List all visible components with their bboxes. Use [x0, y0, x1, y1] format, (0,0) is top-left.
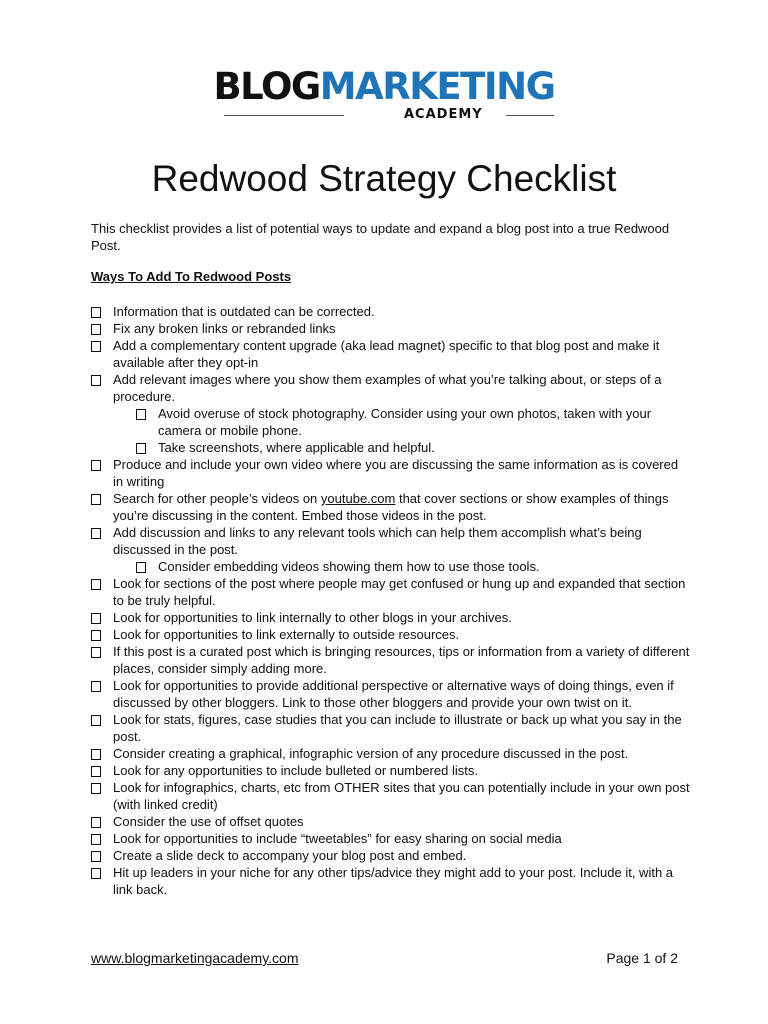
checklist-item-text: Hit up leaders in your niche for any other tips/advice they might add to your post. Include it, with a link back. [113, 865, 674, 897]
checkbox-icon[interactable] [91, 766, 101, 777]
checklist-subitem [91, 558, 691, 575]
checkbox-icon[interactable] [91, 528, 101, 539]
page-number: Page 1 of 2 [606, 950, 678, 966]
logo-rule-left [224, 115, 344, 116]
checklist-subitem [91, 405, 691, 439]
checklist-item [91, 524, 691, 558]
checklist-item [91, 779, 691, 813]
checklist-item-text: Create a slide deck to accompany your blog post and embed. [113, 848, 467, 863]
checkbox-icon[interactable] [91, 613, 101, 624]
checklist-item [91, 626, 691, 643]
logo-marketing-text: MARKETING [319, 65, 555, 108]
checklist-subitem [91, 439, 691, 456]
checklist-item-text-end: that cover sections or show examples of things you’re discussing in the content. Embed those videos in the post. [113, 491, 669, 523]
checklist-item [91, 762, 691, 779]
checkbox-icon[interactable] [91, 851, 101, 862]
checklist-item-text: Take screenshots, where applicable and helpful. [158, 440, 435, 455]
checklist-item [91, 456, 691, 490]
checklist-item [91, 711, 691, 745]
logo-subline [214, 107, 554, 123]
checkbox-icon[interactable] [91, 341, 101, 352]
checklist [91, 303, 691, 898]
checklist-item [91, 609, 691, 626]
checklist-item-text: Look for opportunities to provide additional perspective or alternative ways of doing things, even if discussed by other bloggers. Link to those other bloggers and provide your own twist on it. [113, 678, 674, 710]
page-title: Redwood Strategy Checklist [151, 158, 617, 199]
checklist-item-text: Add discussion and links to any relevant tools which can help them accomplish what’s being discussed in the post. [113, 525, 642, 557]
checklist-item [91, 813, 691, 830]
checklist-item-text: Information that is outdated can be corrected. [113, 304, 375, 319]
checkbox-icon[interactable] [91, 783, 101, 794]
checklist-item-text: Fix any broken links or rebranded links [113, 321, 336, 336]
checklist-item-text [113, 491, 668, 523]
checkbox-icon[interactable] [91, 630, 101, 641]
checkbox-icon[interactable] [91, 460, 101, 471]
logo-rule-right [506, 115, 554, 116]
checklist-item-text: If this post is a curated post which is bringing resources, tips or information from a variety of different places, consider simply adding more. [113, 644, 690, 676]
checkbox-icon[interactable] [91, 681, 101, 692]
checkbox-icon[interactable] [136, 409, 146, 420]
checklist-item [91, 371, 691, 405]
logo [0, 65, 768, 123]
checklist-item [91, 677, 691, 711]
checklist-item-text: Consider embedding videos showing them how to use those tools. [158, 559, 540, 574]
checklist-item [91, 745, 691, 762]
checklist-item [91, 575, 691, 609]
checkbox-icon[interactable] [91, 715, 101, 726]
checkbox-icon[interactable] [136, 443, 146, 454]
checklist-item [91, 320, 691, 337]
checklist-item [91, 490, 691, 524]
checklist-item-text: Produce and include your own video where you are discussing the same information as is covered in writing [113, 457, 679, 489]
checklist-item-text: Look for stats, figures, case studies that you can include to illustrate or back up what you say in the post. [113, 712, 682, 744]
checklist-item [91, 847, 691, 864]
checklist-item [91, 337, 691, 371]
checkbox-icon[interactable] [91, 749, 101, 760]
checklist-item-text: Avoid overuse of stock photography. Consider using your own photos, taken with your camera or mobile phone. [158, 406, 652, 438]
checkbox-icon[interactable] [91, 579, 101, 590]
checkbox-icon[interactable] [91, 494, 101, 505]
checklist-item [91, 303, 691, 320]
checkbox-icon[interactable] [91, 817, 101, 828]
youtube-link[interactable]: youtube.com [320, 491, 396, 506]
logo-blog-text: BLOG [213, 65, 320, 108]
checkbox-icon[interactable] [91, 834, 101, 845]
checkbox-icon[interactable] [136, 562, 146, 573]
checklist-item-text: Add relevant images where you show them examples of what you’re talking about, or steps of a procedure. [113, 372, 662, 404]
checklist-item [91, 643, 691, 677]
checklist-item-text: Look for infographics, charts, etc from OTHER sites that you can potentially include in your own post (with linked credit) [113, 780, 690, 812]
checkbox-icon[interactable] [91, 647, 101, 658]
checklist-item-text: Consider creating a graphical, infographic version of any procedure discussed in the post. [113, 746, 629, 761]
checklist-item-text: Consider the use of offset quotes [113, 814, 304, 829]
checklist-item-text: Add a complementary content upgrade (aka lead magnet) specific to that blog post and make it available after they opt-in [113, 338, 660, 370]
checklist-item-text: Look for opportunities to include “tweetables” for easy sharing on social media [113, 831, 562, 846]
checklist-item-text: Look for sections of the post where people may get confused or hung up and expanded that section to be truly helpful. [113, 576, 686, 608]
checklist-item-text: Look for opportunities to link internally to other blogs in your archives. [113, 610, 512, 625]
checklist-item [91, 830, 691, 847]
footer-website-link[interactable]: www.blogmarketingacademy.com [91, 950, 299, 966]
checklist-item-text-start: Search for other people’s videos on [113, 491, 321, 506]
checkbox-icon[interactable] [91, 375, 101, 386]
logo-wordmark [0, 65, 768, 108]
checklist-item-text: Look for opportunities to link externally to outside resources. [113, 627, 460, 642]
checkbox-icon[interactable] [91, 324, 101, 335]
logo-academy-text: ACADEMY [404, 107, 483, 122]
checklist-item [91, 864, 691, 898]
checklist-item-text: Look for any opportunities to include bulleted or numbered lists. [113, 763, 478, 778]
checkbox-icon[interactable] [91, 307, 101, 318]
checkbox-icon[interactable] [91, 868, 101, 879]
intro-paragraph: This checklist provides a list of potential ways to update and expand a blog post into a true Redwood Post. [91, 221, 670, 253]
section-heading: Ways To Add To Redwood Posts [91, 269, 292, 284]
